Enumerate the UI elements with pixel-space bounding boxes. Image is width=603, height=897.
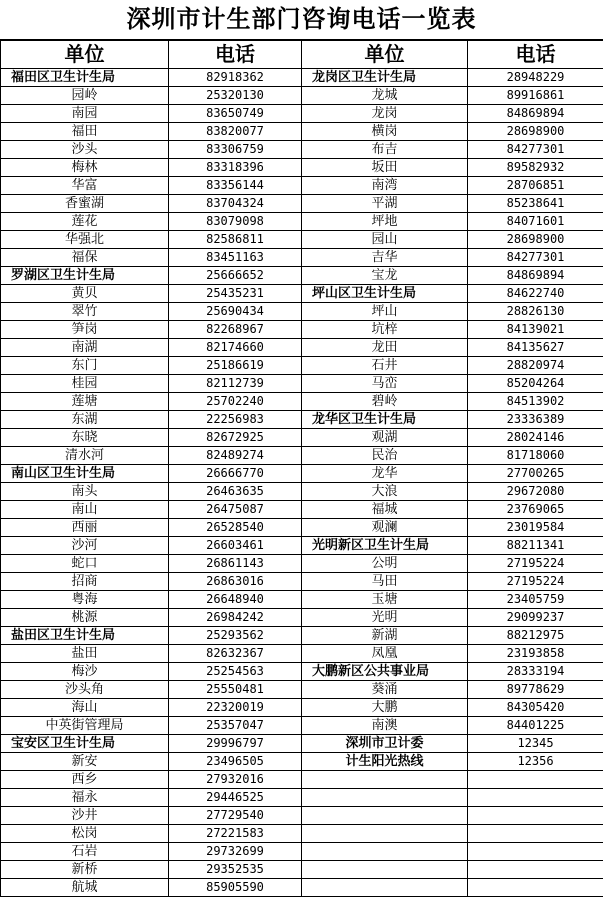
table-row <box>1 483 603 501</box>
unit-name-cell: 翠竹 <box>1 303 169 321</box>
unit-name-cell: 笋岗 <box>1 321 169 339</box>
table-row <box>1 141 603 159</box>
table-row <box>1 321 603 339</box>
unit-name-cell: 航城 <box>1 879 169 897</box>
phone-cell: 28024146 <box>468 429 603 447</box>
phone-cell: 82586811 <box>169 231 302 249</box>
phone-cell: 27221583 <box>169 825 302 843</box>
phone-cell <box>468 843 603 861</box>
table-row <box>1 231 603 249</box>
phone-cell: 28698900 <box>468 231 603 249</box>
unit-name-cell: 坪地 <box>302 213 468 231</box>
unit-name-cell: 盐田 <box>1 645 169 663</box>
phone-cell: 23769065 <box>468 501 603 519</box>
unit-name-cell: 凤凰 <box>302 645 468 663</box>
phone-cell: 26463635 <box>169 483 302 501</box>
table-row <box>1 303 603 321</box>
phone-cell: 82918362 <box>169 69 302 87</box>
unit-name-cell: 龙华 <box>302 465 468 483</box>
unit-name-cell: 龙城 <box>302 87 468 105</box>
phone-cell: 28706851 <box>468 177 603 195</box>
phone-cell: 27195224 <box>468 573 603 591</box>
unit-name-cell: 吉华 <box>302 249 468 267</box>
header-phone-right: 电话 <box>468 41 603 69</box>
phone-cell: 89778629 <box>468 681 603 699</box>
bureau-name-cell: 大鹏新区公共事业局 <box>302 663 468 681</box>
unit-name-cell: 清水河 <box>1 447 169 465</box>
unit-name-cell: 南园 <box>1 105 169 123</box>
phone-cell: 28826130 <box>468 303 603 321</box>
table-row <box>1 609 603 627</box>
unit-name-cell: 招商 <box>1 573 169 591</box>
unit-name-cell: 观澜 <box>302 519 468 537</box>
phone-cell: 23193858 <box>468 645 603 663</box>
table-row <box>1 699 603 717</box>
phone-cell: 83318396 <box>169 159 302 177</box>
table-row <box>1 825 603 843</box>
phone-cell: 82112739 <box>169 375 302 393</box>
unit-name-cell: 海山 <box>1 699 169 717</box>
unit-name-cell: 横岗 <box>302 123 468 141</box>
unit-name-cell: 南头 <box>1 483 169 501</box>
phone-cell: 84869894 <box>468 105 603 123</box>
phone-cell: 22320019 <box>169 699 302 717</box>
table-row <box>1 213 603 231</box>
phone-cell <box>468 807 603 825</box>
unit-name-cell <box>302 789 468 807</box>
unit-name-cell: 园岭 <box>1 87 169 105</box>
phone-cell: 12356 <box>468 753 603 771</box>
unit-name-cell: 园山 <box>302 231 468 249</box>
bureau-name-cell: 南山区卫生计生局 <box>1 465 169 483</box>
table-row <box>1 69 603 87</box>
unit-name-cell: 西丽 <box>1 519 169 537</box>
phone-cell: 84622740 <box>468 285 603 303</box>
table-row <box>1 447 603 465</box>
unit-name-cell: 龙田 <box>302 339 468 357</box>
phone-cell: 25690434 <box>169 303 302 321</box>
phone-cell: 84869894 <box>468 267 603 285</box>
phone-cell: 85238641 <box>468 195 603 213</box>
page-title: 深圳市计生部门咨询电话一览表 <box>0 0 603 40</box>
phone-cell: 27700265 <box>468 465 603 483</box>
phone-cell: 23336389 <box>468 411 603 429</box>
phone-cell: 27195224 <box>468 555 603 573</box>
phone-cell: 84277301 <box>468 141 603 159</box>
phone-cell: 83079098 <box>169 213 302 231</box>
unit-name-cell: 新湖 <box>302 627 468 645</box>
phone-cell: 23496505 <box>169 753 302 771</box>
unit-name-cell: 马田 <box>302 573 468 591</box>
phone-cell: 88211341 <box>468 537 603 555</box>
unit-name-cell: 福城 <box>302 501 468 519</box>
phone-cell: 83306759 <box>169 141 302 159</box>
phone-cell: 84401225 <box>468 717 603 735</box>
unit-name-cell: 东门 <box>1 357 169 375</box>
table-row <box>1 681 603 699</box>
bureau-name-cell: 宝安区卫生计生局 <box>1 735 169 753</box>
phone-cell: 81718060 <box>468 447 603 465</box>
bureau-name-cell: 龙华区卫生计生局 <box>302 411 468 429</box>
phone-cell: 84135627 <box>468 339 603 357</box>
phone-cell: 26603461 <box>169 537 302 555</box>
table-row <box>1 807 603 825</box>
phone-cell: 82268967 <box>169 321 302 339</box>
unit-name-cell: 沙河 <box>1 537 169 555</box>
phone-cell: 25666652 <box>169 267 302 285</box>
phone-cell: 89916861 <box>468 87 603 105</box>
phone-cell: 26666770 <box>169 465 302 483</box>
unit-name-cell: 民治 <box>302 447 468 465</box>
phone-cell: 84305420 <box>468 699 603 717</box>
phone-cell: 82672925 <box>169 429 302 447</box>
phone-cell: 84513902 <box>468 393 603 411</box>
phone-cell <box>468 879 603 897</box>
unit-name-cell: 东晓 <box>1 429 169 447</box>
unit-name-cell: 莲塘 <box>1 393 169 411</box>
unit-name-cell: 南湖 <box>1 339 169 357</box>
table-row <box>1 177 603 195</box>
unit-name-cell <box>302 825 468 843</box>
phone-cell: 83356144 <box>169 177 302 195</box>
table-row <box>1 861 603 879</box>
phone-cell: 27932016 <box>169 771 302 789</box>
unit-name-cell: 华强北 <box>1 231 169 249</box>
table-row <box>1 789 603 807</box>
unit-name-cell: 南澳 <box>302 717 468 735</box>
unit-name-cell: 松岗 <box>1 825 169 843</box>
phone-cell: 88212975 <box>468 627 603 645</box>
phone-cell: 85204264 <box>468 375 603 393</box>
table-row <box>1 159 603 177</box>
unit-name-cell: 莲花 <box>1 213 169 231</box>
unit-name-cell: 宝龙 <box>302 267 468 285</box>
phone-cell: 29672080 <box>468 483 603 501</box>
phone-cell: 25702240 <box>169 393 302 411</box>
unit-name-cell: 粤海 <box>1 591 169 609</box>
table-row <box>1 411 603 429</box>
phone-cell: 89582932 <box>468 159 603 177</box>
phone-cell: 29099237 <box>468 609 603 627</box>
unit-name-cell: 南山 <box>1 501 169 519</box>
table-row <box>1 645 603 663</box>
bureau-name-cell: 龙岗区卫生计生局 <box>302 69 468 87</box>
table-row <box>1 123 603 141</box>
phone-cell: 84071601 <box>468 213 603 231</box>
phone-cell: 85905590 <box>169 879 302 897</box>
phone-cell <box>468 771 603 789</box>
unit-name-cell <box>302 843 468 861</box>
unit-name-cell: 坂田 <box>302 159 468 177</box>
unit-name-cell: 大鹏 <box>302 699 468 717</box>
phone-cell: 25435231 <box>169 285 302 303</box>
table-row <box>1 465 603 483</box>
phone-cell: 26528540 <box>169 519 302 537</box>
phone-cell: 26861143 <box>169 555 302 573</box>
phone-cell: 83820077 <box>169 123 302 141</box>
unit-name-cell: 龙岗 <box>302 105 468 123</box>
unit-name-cell: 观湖 <box>302 429 468 447</box>
phone-cell: 83704324 <box>169 195 302 213</box>
table-row <box>1 429 603 447</box>
table-header <box>1 41 603 69</box>
phone-cell: 26648940 <box>169 591 302 609</box>
bureau-name-cell: 罗湖区卫生计生局 <box>1 267 169 285</box>
table-row <box>1 501 603 519</box>
phone-cell: 22256983 <box>169 411 302 429</box>
unit-name-cell: 梅林 <box>1 159 169 177</box>
phone-cell: 82632367 <box>169 645 302 663</box>
table-row <box>1 591 603 609</box>
unit-name-cell: 华富 <box>1 177 169 195</box>
phone-cell <box>468 825 603 843</box>
phone-cell: 27729540 <box>169 807 302 825</box>
table-row <box>1 393 603 411</box>
table-row <box>1 285 603 303</box>
table-row <box>1 663 603 681</box>
unit-name-cell: 中英街管理局 <box>1 717 169 735</box>
unit-name-cell: 沙头 <box>1 141 169 159</box>
unit-name-cell: 石井 <box>302 357 468 375</box>
unit-name-cell: 新安 <box>1 753 169 771</box>
unit-name-cell: 葵涌 <box>302 681 468 699</box>
unit-name-cell: 福保 <box>1 249 169 267</box>
phone-cell: 84277301 <box>468 249 603 267</box>
unit-name-cell: 光明 <box>302 609 468 627</box>
bureau-name-cell: 光明新区卫生计生局 <box>302 537 468 555</box>
table-row <box>1 357 603 375</box>
phone-cell: 25186619 <box>169 357 302 375</box>
table-row <box>1 537 603 555</box>
unit-name-cell: 西乡 <box>1 771 169 789</box>
unit-name-cell <box>302 879 468 897</box>
table-row <box>1 843 603 861</box>
table-row <box>1 717 603 735</box>
header-phone-left: 电话 <box>169 41 302 69</box>
table-row <box>1 249 603 267</box>
table-row <box>1 573 603 591</box>
unit-name-cell: 坑梓 <box>302 321 468 339</box>
unit-name-cell: 桃源 <box>1 609 169 627</box>
table-row <box>1 555 603 573</box>
phone-cell <box>468 789 603 807</box>
table-row <box>1 627 603 645</box>
phone-cell: 23019584 <box>468 519 603 537</box>
header-unit-left: 单位 <box>1 41 169 69</box>
phone-cell: 29732699 <box>169 843 302 861</box>
phone-cell: 12345 <box>468 735 603 753</box>
unit-name-cell: 梅沙 <box>1 663 169 681</box>
table-row <box>1 195 603 213</box>
unit-name-cell: 东湖 <box>1 411 169 429</box>
phone-cell: 25254563 <box>169 663 302 681</box>
unit-name-cell: 蛇口 <box>1 555 169 573</box>
phone-cell: 28948229 <box>468 69 603 87</box>
unit-name-cell: 计生阳光热线 <box>302 753 468 771</box>
unit-name-cell: 福田 <box>1 123 169 141</box>
unit-name-cell: 福永 <box>1 789 169 807</box>
table-row <box>1 735 603 753</box>
phone-cell: 29996797 <box>169 735 302 753</box>
phone-cell: 23405759 <box>468 591 603 609</box>
table-row <box>1 771 603 789</box>
phone-cell: 25357047 <box>169 717 302 735</box>
phone-cell: 29446525 <box>169 789 302 807</box>
unit-name-cell: 沙头角 <box>1 681 169 699</box>
header-unit-right: 单位 <box>302 41 468 69</box>
table-body <box>1 69 603 897</box>
unit-name-cell <box>302 771 468 789</box>
table-row <box>1 105 603 123</box>
unit-name-cell: 玉塘 <box>302 591 468 609</box>
phone-cell: 84139021 <box>468 321 603 339</box>
table-row <box>1 879 603 897</box>
phone-cell: 26863016 <box>169 573 302 591</box>
table-row <box>1 339 603 357</box>
phone-cell: 28698900 <box>468 123 603 141</box>
unit-name-cell: 石岩 <box>1 843 169 861</box>
phone-cell: 82174660 <box>169 339 302 357</box>
unit-name-cell: 平湖 <box>302 195 468 213</box>
table-row <box>1 375 603 393</box>
unit-name-cell: 南湾 <box>302 177 468 195</box>
bureau-name-cell: 福田区卫生计生局 <box>1 69 169 87</box>
unit-name-cell: 黄贝 <box>1 285 169 303</box>
phone-cell: 83650749 <box>169 105 302 123</box>
phone-cell: 26475087 <box>169 501 302 519</box>
phone-cell: 25320130 <box>169 87 302 105</box>
unit-name-cell: 大浪 <box>302 483 468 501</box>
table-row <box>1 87 603 105</box>
bureau-name-cell: 盐田区卫生计生局 <box>1 627 169 645</box>
phone-cell: 26984242 <box>169 609 302 627</box>
phone-cell <box>468 861 603 879</box>
directory-table <box>0 40 603 897</box>
unit-name-cell: 深圳市卫计委 <box>302 735 468 753</box>
unit-name-cell: 布吉 <box>302 141 468 159</box>
phone-cell: 83451163 <box>169 249 302 267</box>
unit-name-cell: 马峦 <box>302 375 468 393</box>
phone-cell: 25293562 <box>169 627 302 645</box>
table-row <box>1 753 603 771</box>
phone-cell: 28333194 <box>468 663 603 681</box>
unit-name-cell: 沙井 <box>1 807 169 825</box>
unit-name-cell: 新桥 <box>1 861 169 879</box>
table-row <box>1 267 603 285</box>
bureau-name-cell: 坪山区卫生计生局 <box>302 285 468 303</box>
phone-cell: 25550481 <box>169 681 302 699</box>
unit-name-cell: 坪山 <box>302 303 468 321</box>
unit-name-cell: 香蜜湖 <box>1 195 169 213</box>
unit-name-cell: 桂园 <box>1 375 169 393</box>
phone-cell: 28820974 <box>468 357 603 375</box>
phone-cell: 82489274 <box>169 447 302 465</box>
table-row <box>1 519 603 537</box>
unit-name-cell: 公明 <box>302 555 468 573</box>
unit-name-cell: 碧岭 <box>302 393 468 411</box>
phone-cell: 29352535 <box>169 861 302 879</box>
unit-name-cell <box>302 861 468 879</box>
unit-name-cell <box>302 807 468 825</box>
